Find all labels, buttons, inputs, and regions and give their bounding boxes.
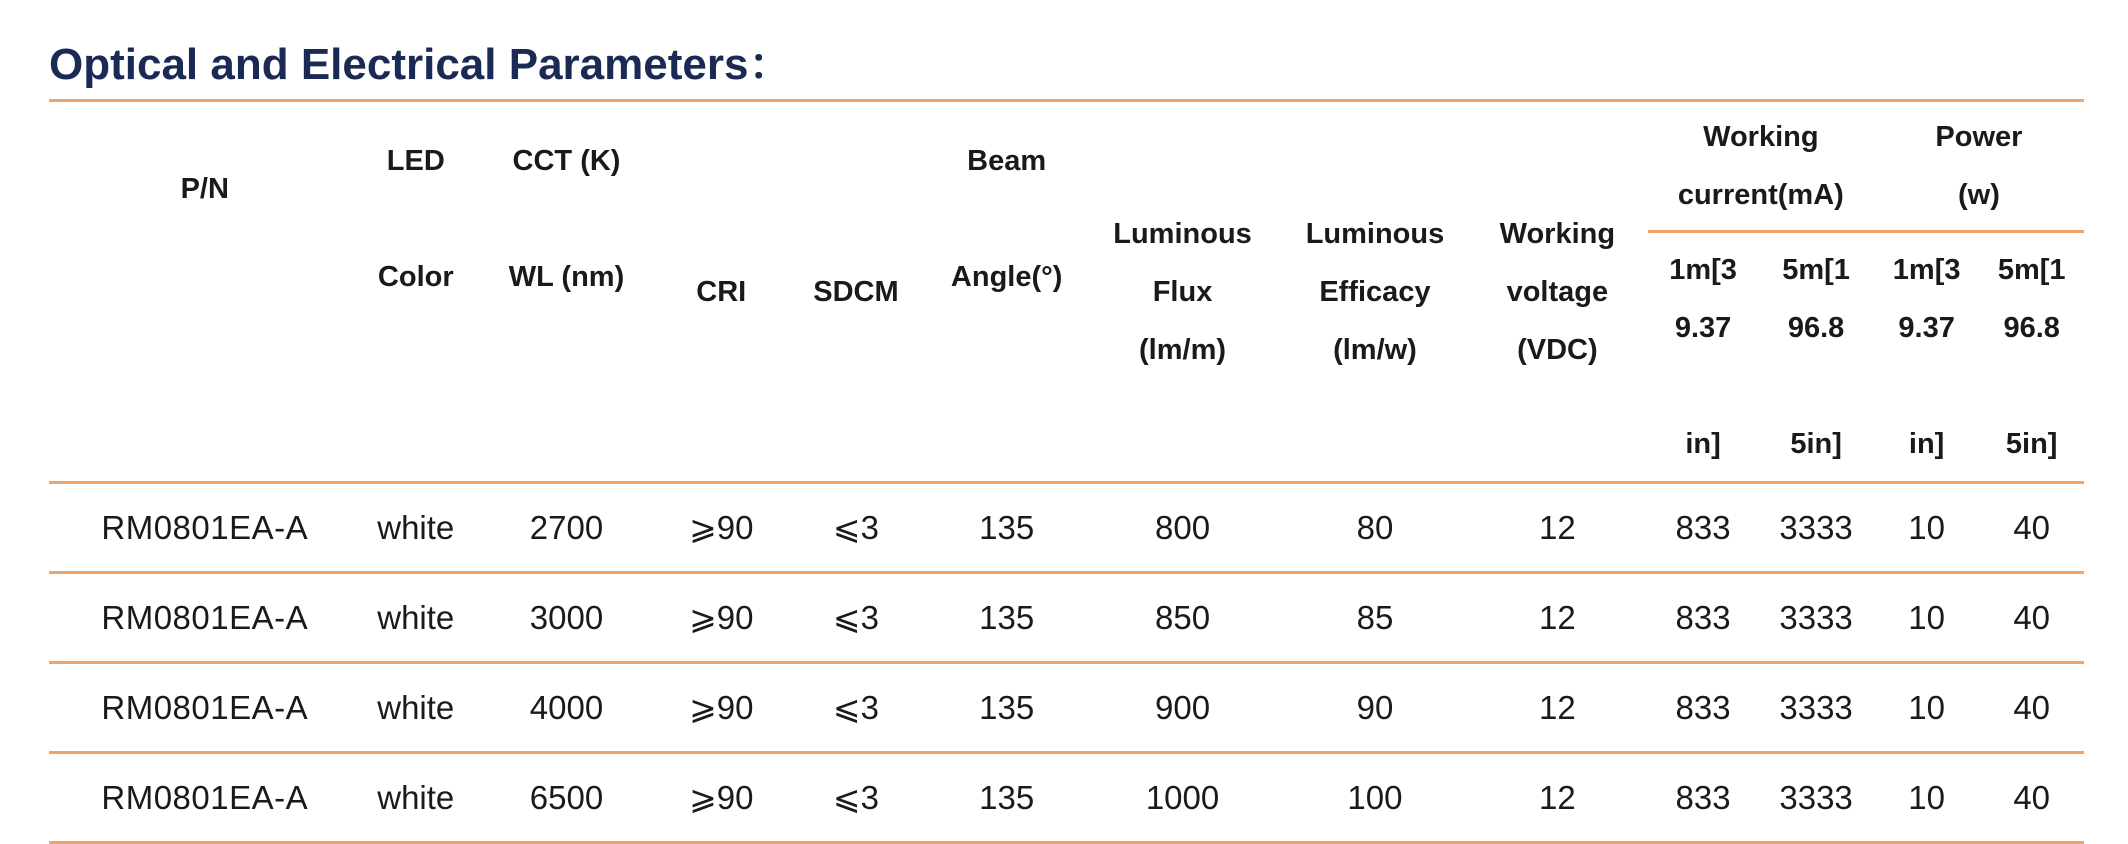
page-title: Optical and Electrical Parameters： bbox=[49, 40, 793, 89]
cell-power-1m: 10 bbox=[1874, 573, 1980, 663]
header-luminous-flux: Luminous Flux (lm/m) bbox=[1082, 101, 1283, 483]
cell-sdcm: ⩽3 bbox=[781, 753, 932, 843]
header-power-1m: 1m[3 9.37 in] bbox=[1874, 232, 1980, 483]
cell-current-5m: 3333 bbox=[1758, 753, 1874, 843]
cell-sdcm: ⩽3 bbox=[781, 483, 932, 573]
header-pn: P/N bbox=[49, 101, 361, 483]
cell-cct: 6500 bbox=[471, 753, 662, 843]
header-led-color: LED Color bbox=[361, 101, 472, 483]
table-row bbox=[49, 753, 2084, 843]
cell-luminous-flux: 850 bbox=[1082, 573, 1283, 663]
cell-working-voltage: 12 bbox=[1467, 753, 1648, 843]
header-beam-angle: Beam Angle(°) bbox=[931, 101, 1082, 483]
cell-working-voltage: 12 bbox=[1467, 573, 1648, 663]
cell-power-1m: 10 bbox=[1874, 753, 1980, 843]
header-luminous-efficacy: Luminous Efficacy (lm/w) bbox=[1283, 101, 1467, 483]
cell-sdcm: ⩽3 bbox=[781, 663, 932, 753]
cell-beam-angle: 135 bbox=[931, 483, 1082, 573]
cell-luminous-flux: 1000 bbox=[1082, 753, 1283, 843]
cell-cri: ⩾90 bbox=[662, 753, 781, 843]
table-body bbox=[49, 483, 2084, 843]
cell-current-5m: 3333 bbox=[1758, 663, 1874, 753]
cell-power-5m: 40 bbox=[1979, 753, 2084, 843]
table-row bbox=[49, 483, 2084, 573]
cell-led-color: white bbox=[361, 753, 472, 843]
cell-beam-angle: 135 bbox=[931, 663, 1082, 753]
cell-pn: RM0801EA-A bbox=[49, 573, 361, 663]
cell-current-1m: 833 bbox=[1648, 753, 1759, 843]
header-cct: CCT (K) WL (nm) bbox=[471, 101, 662, 483]
header-working-current: Working current(mA) bbox=[1648, 101, 1874, 232]
cell-led-color: white bbox=[361, 663, 472, 753]
cell-led-color: white bbox=[361, 483, 472, 573]
cell-current-1m: 833 bbox=[1648, 663, 1759, 753]
cell-cct: 4000 bbox=[471, 663, 662, 753]
cell-power-5m: 40 bbox=[1979, 573, 2084, 663]
cell-power-1m: 10 bbox=[1874, 663, 1980, 753]
cell-pn: RM0801EA-A bbox=[49, 663, 361, 753]
cell-beam-angle: 135 bbox=[931, 573, 1082, 663]
cell-working-voltage: 12 bbox=[1467, 663, 1648, 753]
table-row bbox=[49, 663, 2084, 753]
cell-current-1m: 833 bbox=[1648, 483, 1759, 573]
cell-power-5m: 40 bbox=[1979, 663, 2084, 753]
cell-power-1m: 10 bbox=[1874, 483, 1980, 573]
header-sdcm: SDCM bbox=[781, 101, 932, 483]
cell-power-5m: 40 bbox=[1979, 483, 2084, 573]
cell-beam-angle: 135 bbox=[931, 753, 1082, 843]
cell-cct: 3000 bbox=[471, 573, 662, 663]
header-power: Power (w) bbox=[1874, 101, 2084, 232]
header-current-5m: 5m[1 96.8 5in] bbox=[1758, 232, 1874, 483]
cell-pn: RM0801EA-A bbox=[49, 483, 361, 573]
cell-pn: RM0801EA-A bbox=[49, 753, 361, 843]
header-cri: CRI bbox=[662, 101, 781, 483]
cell-luminous-efficacy: 80 bbox=[1283, 483, 1467, 573]
cell-led-color: white bbox=[361, 573, 472, 663]
cell-luminous-flux: 900 bbox=[1082, 663, 1283, 753]
cell-luminous-efficacy: 85 bbox=[1283, 573, 1467, 663]
cell-luminous-flux: 800 bbox=[1082, 483, 1283, 573]
header-power-5m: 5m[1 96.8 5in] bbox=[1979, 232, 2084, 483]
cell-cri: ⩾90 bbox=[662, 573, 781, 663]
cell-current-5m: 3333 bbox=[1758, 573, 1874, 663]
cell-luminous-efficacy: 100 bbox=[1283, 753, 1467, 843]
cell-cri: ⩾90 bbox=[662, 663, 781, 753]
header-working-voltage: Working voltage (VDC) bbox=[1467, 101, 1648, 483]
cell-current-5m: 3333 bbox=[1758, 483, 1874, 573]
cell-working-voltage: 12 bbox=[1467, 483, 1648, 573]
parameters-table bbox=[49, 99, 2084, 844]
table-header bbox=[49, 101, 2084, 483]
header-current-1m: 1m[3 9.37 in] bbox=[1648, 232, 1759, 483]
table-row bbox=[49, 573, 2084, 663]
cell-luminous-efficacy: 90 bbox=[1283, 663, 1467, 753]
cell-sdcm: ⩽3 bbox=[781, 573, 932, 663]
cell-current-1m: 833 bbox=[1648, 573, 1759, 663]
cell-cct: 2700 bbox=[471, 483, 662, 573]
cell-cri: ⩾90 bbox=[662, 483, 781, 573]
